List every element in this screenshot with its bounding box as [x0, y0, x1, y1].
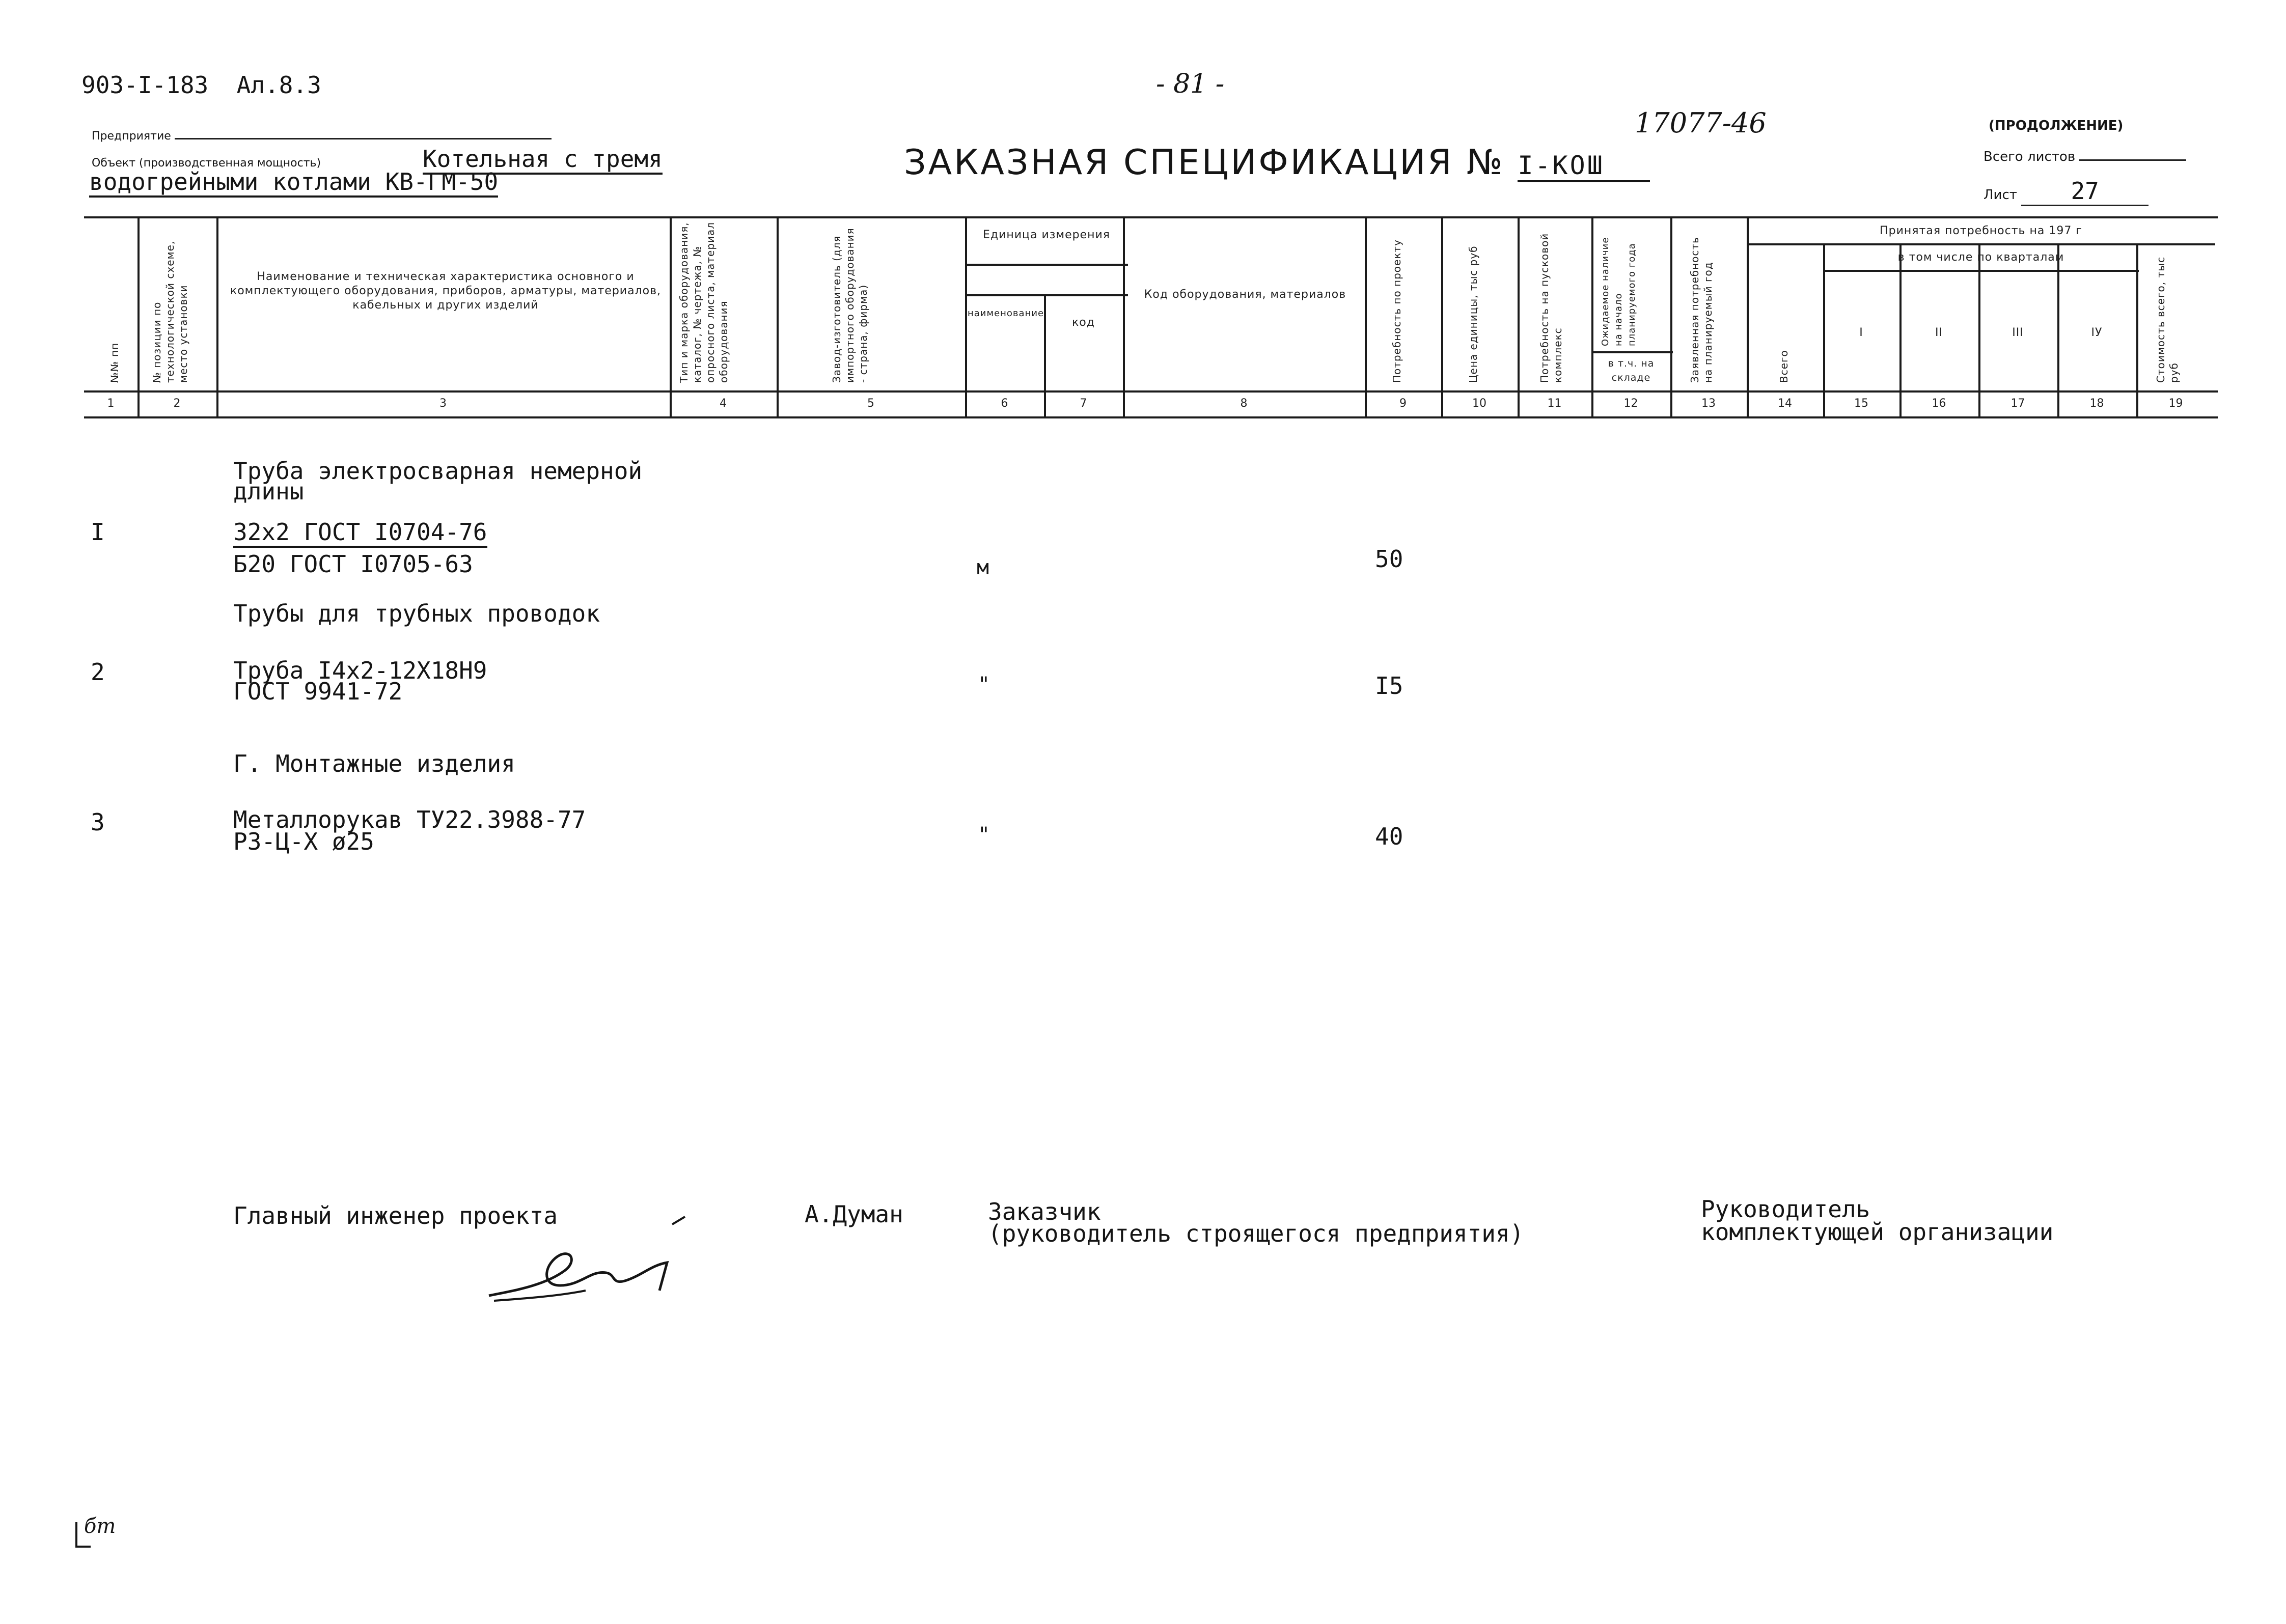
col-number: 7 — [1080, 397, 1087, 410]
col-14-header: Всего — [1778, 350, 1790, 383]
signature-scribble — [484, 1214, 698, 1306]
item-name-line: Металлорукав ТУ22.3988-77 — [233, 806, 586, 833]
col-number: 9 — [1399, 397, 1407, 410]
col-1-header: №№ пп — [108, 342, 121, 383]
head-subtitle: комплектующей организации — [1701, 1218, 2054, 1246]
col-number: 8 — [1240, 397, 1248, 410]
col-4-header: Тип и марка оборудования, каталог, № чертежа, № опросного листа, материал оборудования — [678, 221, 730, 383]
col-number: 5 — [867, 397, 874, 410]
col-3-header: Наименование и техническая характеристика основного и комплектующего оборудования, приборов, арматуры, материалов, кабельных и других изделий — [230, 270, 662, 312]
chief-engineer-label: Главный инженер проекта — [233, 1202, 558, 1229]
row-number: I — [91, 518, 105, 546]
quantity-value: 40 — [1375, 823, 1403, 850]
accepted-need-header: Принятая потребность на 197 г — [1880, 225, 2082, 237]
object-value-line1: Котельная с тремя — [423, 145, 663, 173]
quantity-value: 50 — [1375, 545, 1403, 573]
col-number: 11 — [1547, 397, 1562, 410]
enterprise-label: Предприятие — [92, 130, 552, 143]
chief-engineer-name: А.Думан — [805, 1200, 903, 1228]
col-unit-header: Единица измерения — [982, 229, 1111, 241]
col-9-header: Потребность по проекту — [1391, 239, 1403, 383]
col-number: 13 — [1701, 397, 1716, 410]
col-number: 3 — [439, 397, 447, 410]
col-number: 4 — [720, 397, 727, 410]
section-heading: Г. Монтажные изделия — [233, 750, 515, 777]
continuation-label: (ПРОДОЛЖЕНИЕ) — [1989, 118, 2124, 133]
col-number: 2 — [173, 397, 181, 410]
col-10-header: Цена единицы, тыс руб — [1467, 245, 1479, 383]
col-number: 15 — [1854, 397, 1868, 410]
col-number: 18 — [2089, 397, 2104, 410]
col-number: 10 — [1472, 397, 1486, 410]
object-value-line2: водогрейными котлами КВ-ГМ-50 — [89, 168, 498, 195]
page-title: ЗАКАЗНАЯ СПЕЦИФИКАЦИЯ № I-КОШ — [904, 143, 1650, 183]
col-13-header: Заявленная потребность на планируемый год — [1689, 237, 1714, 383]
col-number: 16 — [1932, 397, 1946, 410]
corner-mark — [75, 1546, 91, 1548]
col-19-header: Стоимость всего, тыс руб — [2155, 257, 2180, 383]
col-number: 17 — [2010, 397, 2025, 410]
col-11-header: Потребность на пусковой комплекс — [1538, 233, 1564, 383]
col-7-header: код — [1072, 316, 1095, 329]
item-name-line: Труба электросварная немерной — [233, 457, 643, 485]
quarter-2-header: II — [1935, 326, 1943, 339]
total-sheets: Всего листов — [1984, 149, 2186, 164]
row-number: 3 — [91, 808, 105, 836]
col-12a-header: Ожидаемое наличие на начало планируемого года — [1600, 237, 1637, 346]
col-5-header: Завод-изготовитель (для импортного оборудования - страна, фирма) — [831, 228, 869, 383]
item-name-line: Труба I4х2-12Х18Н9 — [233, 657, 487, 684]
item-name-line: 32х2 ГОСТ I0704-76 — [233, 519, 487, 545]
sheet-number: Лист 27 — [1984, 177, 2149, 206]
corner-mark — [75, 1522, 77, 1548]
col-8-header: Код оборудования, материалов — [1144, 288, 1346, 301]
unit-value: м — [977, 556, 989, 579]
col-number: 12 — [1623, 397, 1638, 410]
head-label: Руководитель — [1701, 1195, 1870, 1223]
item-name-line: длины — [233, 478, 304, 505]
customer-label: Заказчик — [988, 1198, 1101, 1225]
document-code: 903-I-183 Ал.8.3 — [81, 71, 321, 99]
unit-value: " — [978, 823, 990, 847]
quarter-4-header: IУ — [2091, 326, 2103, 339]
section-heading: Трубы для трубных проводок — [233, 600, 600, 627]
item-name-line: Б20 ГОСТ I0705-63 — [233, 550, 473, 578]
footer-mark: бт — [84, 1515, 116, 1538]
quantity-value: I5 — [1375, 672, 1403, 699]
quarter-3-header: III — [2012, 326, 2024, 339]
item-name-line: ГОСТ 9941-72 — [233, 678, 403, 705]
item-name-line: Р3-Ц-Х ø25 — [233, 828, 374, 855]
col-6-header: наименование — [968, 308, 1044, 319]
customer-subtitle: (руководитель строящегося предприятия) — [988, 1220, 1524, 1247]
quarters-header: в том числе по кварталам — [1897, 251, 2064, 264]
col-12b-header: в т.ч. на складе — [1608, 358, 1655, 383]
col-number: 1 — [107, 397, 115, 410]
col-number: 14 — [1778, 397, 1792, 410]
quarter-1-header: I — [1859, 326, 1863, 339]
page-number: - 81 - — [1156, 69, 1225, 99]
col-number: 19 — [2168, 397, 2183, 410]
row-number: 2 — [91, 658, 105, 686]
col-2-header: № позиции по технологической схеме, место установки — [151, 240, 189, 383]
object-label: Объект (производственная мощность) — [92, 157, 321, 170]
handwritten-number: 17077-46 — [1635, 107, 1767, 139]
unit-value: " — [978, 673, 990, 696]
col-number: 6 — [1001, 397, 1008, 410]
